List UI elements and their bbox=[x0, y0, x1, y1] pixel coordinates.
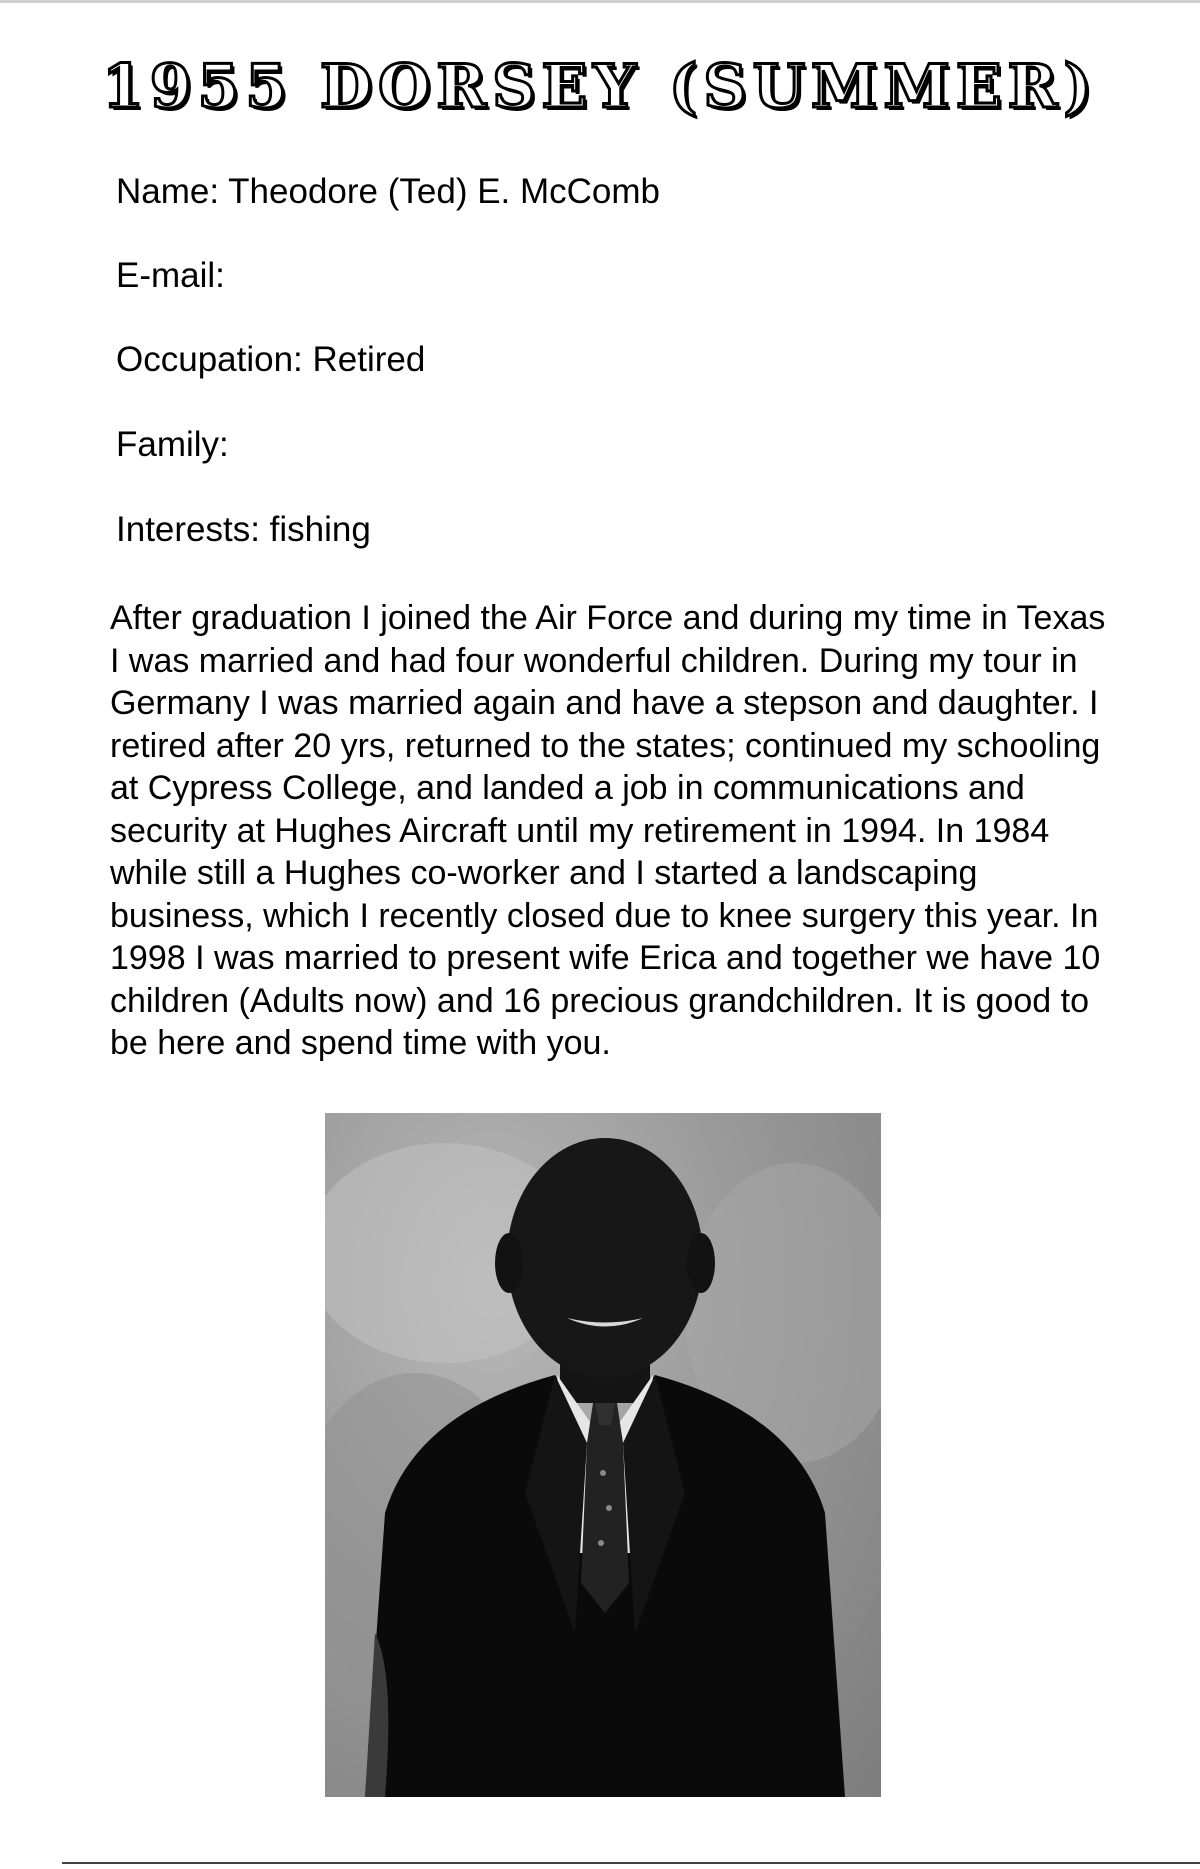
interests-field: Interests: fishing bbox=[116, 510, 371, 549]
name-field: Name: Theodore (Ted) E. McComb bbox=[116, 172, 661, 211]
biography-paragraph: After graduation I joined the Air Force and during my time in Texas I was married and had four wonderful children. During my tour in Germany I was married again and have a stepson and daughter. I retired after 20 yrs, returned to the states; continued my schooling at Cypress College, and landed a job in communications and security at Hughes Aircraft until my retirement in 1994. In 1984 while still a Hughes co-worker and I started a landscaping business, which I recently closed due to knee surgery this year. In 1998 I was married to present wife Erica and together we have 10 children (Adults now) and 16 precious grandchildren. It is good to be here and spend time with you. bbox=[110, 599, 1106, 1062]
email-field: E-mail: bbox=[116, 256, 225, 295]
scan-top-edge bbox=[0, 0, 1200, 3]
bottom-rule bbox=[62, 1862, 1200, 1864]
family-field: Family: bbox=[116, 425, 229, 464]
portrait-photo bbox=[325, 1113, 881, 1797]
portrait-illustration bbox=[325, 1113, 881, 1797]
occupation-field: Occupation: Retired bbox=[116, 340, 426, 379]
page-title: 1955 DORSEY (SUMMER) bbox=[102, 52, 1098, 122]
